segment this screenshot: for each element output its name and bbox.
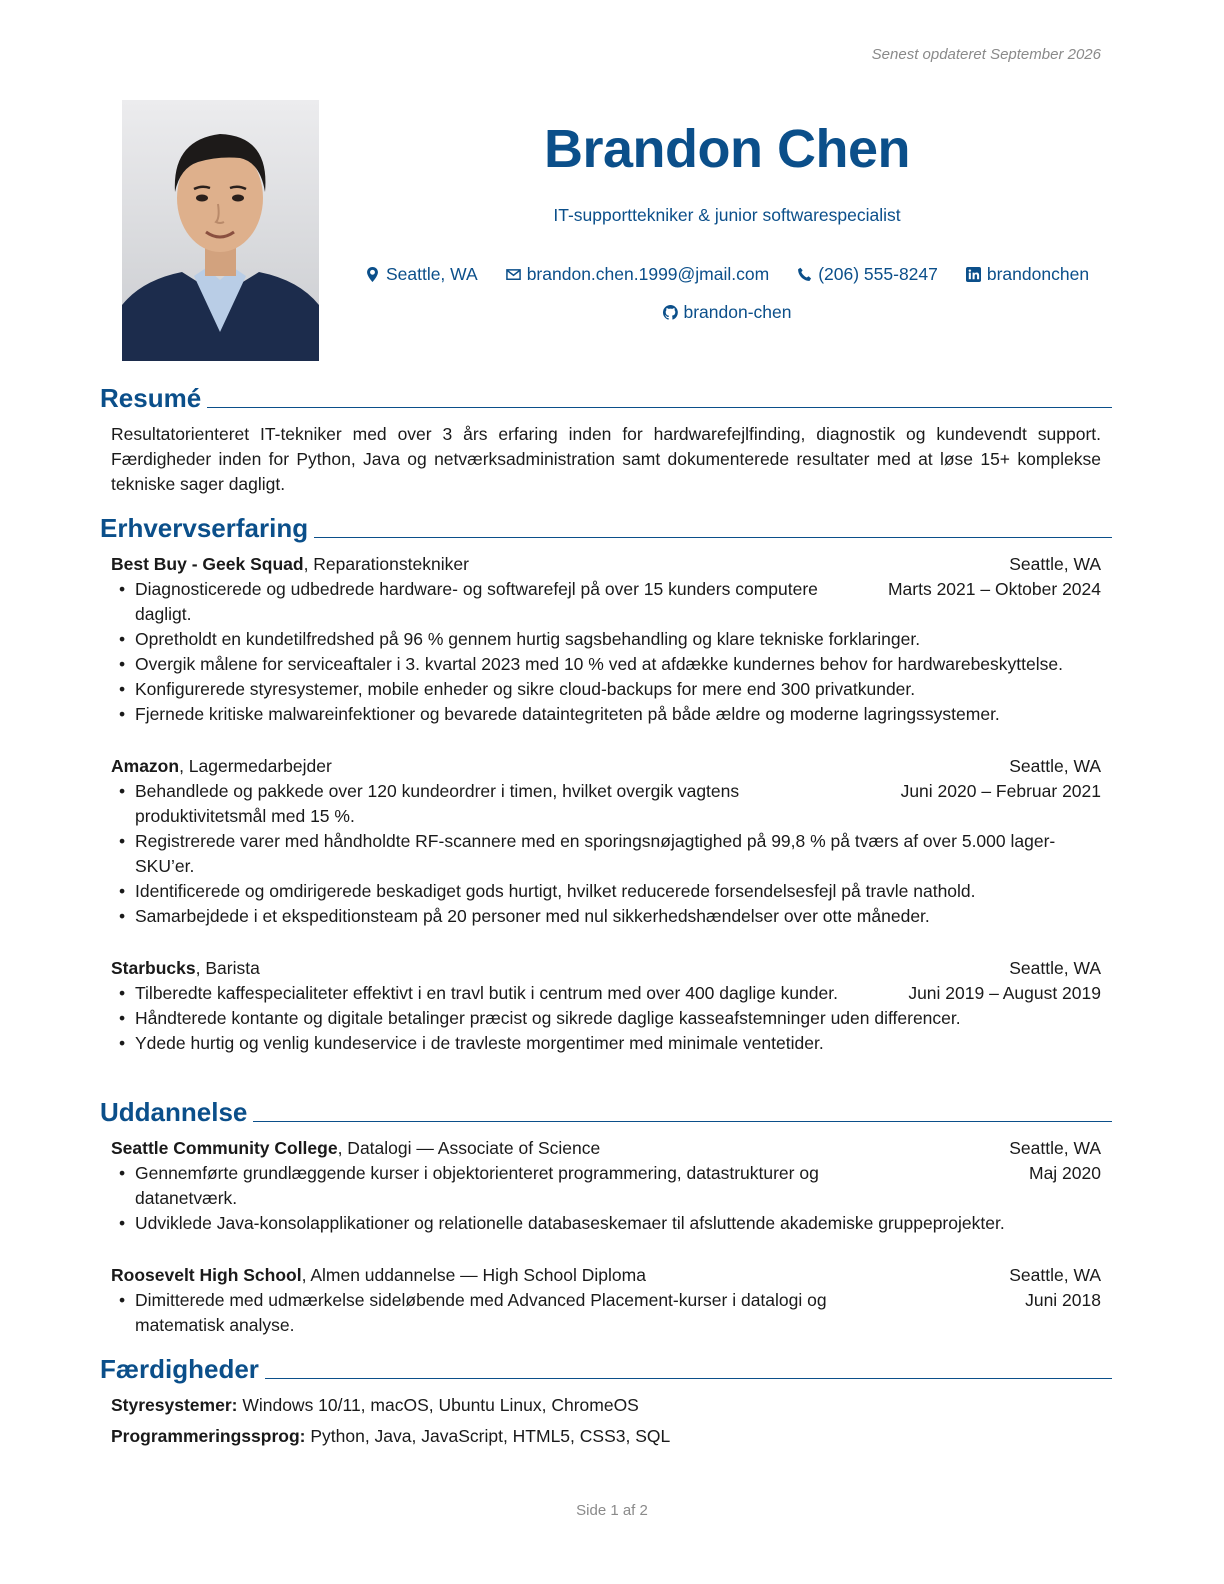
degree: , Almen uddannelse — High School Diploma: [301, 1265, 646, 1285]
contact-linkedin-text[interactable]: brandonchen: [986, 264, 1090, 284]
entry-location: Seattle, WA: [1009, 756, 1101, 776]
skill-value: Windows 10/11, macOS, Ubuntu Linux, ChromeOS: [237, 1395, 639, 1415]
education-section: [100, 1096, 1112, 1338]
section-divider: [265, 1378, 1112, 1379]
summary-title: Resumé: [100, 383, 202, 413]
candidate-subtitle: IT-supporttekniker & junior softwarespecialist: [553, 205, 901, 225]
contact-linkedin[interactable]: [966, 262, 1089, 286]
skill-label: Programmeringssprog:: [111, 1426, 306, 1446]
entry-dates: Marts 2021 – Oktober 2024: [887, 579, 1101, 599]
skills-section: [100, 1353, 1112, 1452]
bullet-item: • Håndterede kontante og digitale betalinger præcist og sikrede daglige kasseafstemninger uden differencer.: [111, 1006, 1101, 1031]
bullet-item: • Konfigurerede styresystemer, mobile enheder og sikre cloud-backups for mere end 300 privatkunder.: [111, 677, 1101, 702]
bullet-item: • Samarbejdede i et ekspeditionsteam på 20 personer med nul sikkerhedshændelser over otte måneder.: [111, 904, 1101, 929]
experience-section: [100, 512, 1112, 1056]
location-pin-icon: [365, 267, 380, 282]
section-heading: [100, 512, 1112, 544]
section-divider: [253, 1121, 1112, 1122]
entry-location: Seattle, WA: [1009, 958, 1101, 978]
page-number: Side 1 af 2: [576, 1502, 648, 1519]
bullet-item: • Fjernede kritiske malwareinfektioner og bevarede dataintegriteten på både ældre og moderne lagringssystemer.: [111, 702, 1101, 727]
job-title: , Lagermedarbejder: [179, 756, 332, 776]
contact-phone[interactable]: [797, 262, 938, 286]
contact-github[interactable]: [330, 300, 1124, 324]
bullet-item: • Overgik målene for serviceaftaler i 3. kvartal 2023 med 10 % ved at afdække kundernes behov for hardwarebeskyttelse.: [111, 652, 1101, 677]
entry-dates: Juni 2018: [1025, 1290, 1101, 1310]
experience-entry: [111, 754, 1101, 929]
skill-label: Styresystemer:: [111, 1395, 238, 1415]
phone-icon: [797, 267, 812, 282]
linkedin-icon: [966, 267, 981, 282]
section-heading: [100, 382, 1112, 414]
github-icon: [663, 305, 678, 320]
bullet-item: • Behandlede og pakkede over 120 kundeordrer i timen, hvilket overgik vagtens produktivitetsmål med 15 %. Juni 2020 – Februar 2021: [111, 779, 1101, 829]
bullet-item: • Identificerede og omdirigerede beskadiget gods hurtigt, hvilket reducerede forsendelsesfejl på travle nathold.: [111, 879, 1101, 904]
last-updated-note: Senest opdateret September 2026: [871, 46, 1101, 63]
section-divider: [207, 407, 1112, 408]
education-title: Uddannelse: [100, 1097, 248, 1127]
school-name: Roosevelt High School: [111, 1265, 302, 1285]
employer-name: Starbucks: [111, 958, 196, 978]
contact-email[interactable]: [506, 262, 770, 286]
section-heading: [100, 1096, 1112, 1128]
envelope-icon: [506, 267, 521, 282]
skill-line: [111, 1390, 1101, 1421]
summary-text: Resultatorienteret IT-tekniker med over 3 års erfaring inden for hardwarefejlfinding, diagnostik og kundevendt support. Færdigheder inden for Python, Java og netværksadministration samt dokumenterede resultater med at løse 15+ komplekse tekniske sager dagligt.: [111, 424, 1101, 494]
bullet-item: • Registrerede varer med håndholdte RF-scannere med en sporingsnøjagtighed på 99,8 % på tværs af over 5.000 lager-SKU’er.: [111, 829, 1101, 879]
bullet-item: • Opretholdt en kundetilfredshed på 96 % gennem hurtig sagsbehandling og klare tekniske forklaringer.: [111, 627, 1101, 652]
education-entry: [111, 1263, 1101, 1338]
bullet-item: • Dimitterede med udmærkelse sideløbende med Advanced Placement-kurser i datalogi og matematisk analyse. Juni 2018: [111, 1288, 1101, 1338]
profile-photo: [122, 100, 319, 361]
school-name: Seattle Community College: [111, 1138, 338, 1158]
entry-location: Seattle, WA: [1009, 554, 1101, 574]
entry-location: Seattle, WA: [1009, 1265, 1101, 1285]
contact-email-text[interactable]: brandon.chen.1999@jmail.com: [526, 264, 770, 284]
bullet-item: • Ydede hurtig og venlig kundeservice i de travleste morgentimer med minimale ventetider.: [111, 1031, 1101, 1056]
bullet-item: • Gennemførte grundlæggende kurser i objektorienteret programmering, datastrukturer og datanetværk. Maj 2020: [111, 1161, 1101, 1211]
education-entry: [111, 1136, 1101, 1236]
degree: , Datalogi — Associate of Science: [337, 1138, 601, 1158]
summary-section: [100, 382, 1112, 497]
contact-phone-text[interactable]: (206) 555-8247: [818, 264, 938, 284]
candidate-name: Brandon Chen: [544, 119, 910, 179]
entry-location: Seattle, WA: [1009, 1138, 1101, 1158]
skill-line: [111, 1421, 1101, 1452]
experience-entry: [111, 552, 1101, 727]
section-heading: [100, 1353, 1112, 1385]
employer-name: Amazon: [111, 756, 180, 776]
experience-entry: [111, 956, 1101, 1056]
bullet-item: • Diagnosticerede og udbedrede hardware- og softwarefejl på over 15 kunders computere dagligt. Marts 2021 – Oktober 2024: [111, 577, 1101, 627]
skills-title: Færdigheder: [100, 1354, 259, 1384]
entry-dates: Juni 2019 – August 2019: [908, 983, 1101, 1003]
bullet-item: • Udviklede Java-konsolapplikationer og relationelle databaseskemaer til afsluttende akademiske gruppeprojekter.: [111, 1211, 1101, 1236]
contact-list: [330, 262, 1124, 324]
contact-github-text[interactable]: brandon-chen: [683, 302, 792, 322]
contact-location: [365, 262, 478, 286]
contact-location-text: Seattle, WA: [385, 264, 478, 284]
job-title: , Reparationstekniker: [303, 554, 469, 574]
entry-dates: Maj 2020: [1029, 1163, 1101, 1183]
experience-title: Erhvervserfaring: [100, 513, 309, 543]
section-divider: [314, 537, 1112, 538]
entry-dates: Juni 2020 – Februar 2021: [900, 781, 1101, 801]
employer-name: Best Buy - Geek Squad: [111, 554, 304, 574]
job-title: , Barista: [195, 958, 260, 978]
skill-value: Python, Java, JavaScript, HTML5, CSS3, SQL: [305, 1426, 671, 1446]
bullet-item: • Tilberedte kaffespecialiteter effektivt i en travl butik i centrum med over 400 daglige kunder. Juni 2019 – August 2019: [111, 981, 1101, 1006]
